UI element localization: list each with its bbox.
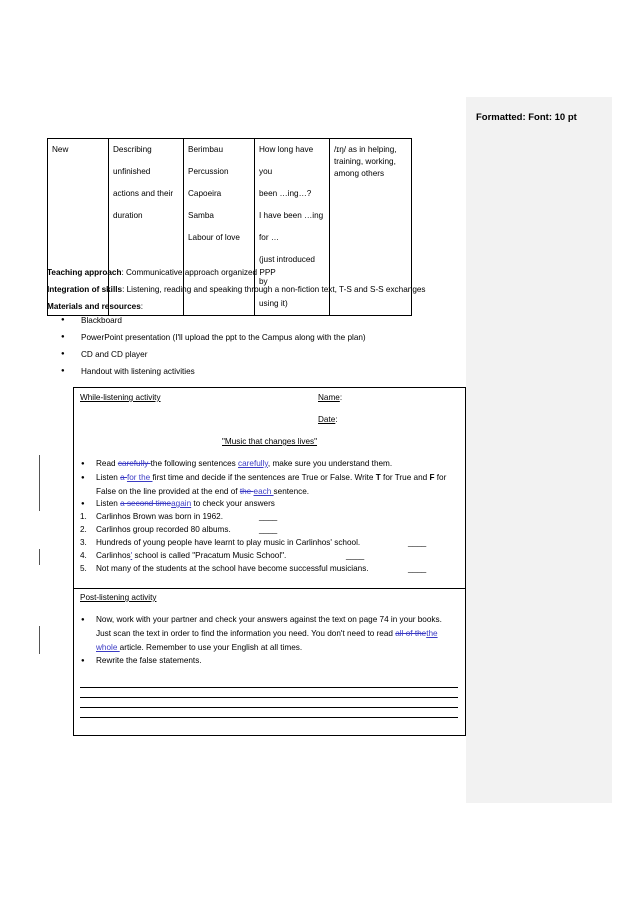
statement-text: Carlinhos Brown was born in 1962. <box>96 512 223 521</box>
activity-title: "Music that changes lives" <box>222 437 318 446</box>
bullet-icon: ● <box>81 461 85 467</box>
deleted-text: carefully <box>117 459 151 468</box>
instruction-rewrite: Rewrite the false statements. <box>96 656 202 665</box>
text: F <box>429 473 435 482</box>
text: Read <box>96 459 118 468</box>
cell-text: been …ing…? <box>259 189 312 198</box>
instruction-check: Now, work with your partner and check your answers against the text on page 74 in your books. <box>96 615 442 624</box>
teaching-approach <box>47 268 276 277</box>
inserted-text: the <box>426 629 438 638</box>
text: Just scan the text in order to find the information you need. You don't need to read <box>96 629 396 638</box>
item-number: 3. <box>80 538 87 547</box>
statement-text: Carlinhos group recorded 80 albums. <box>96 525 231 534</box>
text: school is called "Pracatum Music School". <box>132 551 287 560</box>
text: the following sentences <box>150 459 239 468</box>
change-bar <box>39 455 40 511</box>
inserted-text: again <box>171 499 192 508</box>
cell-text: using it) <box>259 299 288 308</box>
cell-text: I have been …ing <box>259 211 324 220</box>
text: Carlinhos <box>96 551 131 560</box>
cell-text: (just introduced by <box>259 255 315 286</box>
name-colon: : <box>339 393 343 402</box>
integration-label: Integration of skills <box>47 285 123 294</box>
inserted-text: ' <box>130 551 133 560</box>
cell-text: Describing <box>113 145 152 154</box>
deleted-text: a <box>120 473 127 482</box>
statement-text <box>96 551 286 560</box>
bullet-icon: ● <box>81 475 85 481</box>
instruction-listen-first-cont <box>96 487 309 496</box>
statement-text: Not many of the students at the school have become successful musicians. <box>96 564 369 573</box>
instruction-listen-again <box>96 499 275 508</box>
materials-label: Materials and resources <box>47 302 141 311</box>
cell-text: New <box>52 145 69 154</box>
list-item: ● Handout with listening activities <box>47 367 366 384</box>
item-number: 5. <box>80 564 87 573</box>
inserted-text: for the <box>126 473 153 482</box>
writing-line[interactable] <box>80 717 458 718</box>
name-field[interactable] <box>318 393 342 402</box>
date-label: Date <box>318 415 336 424</box>
text: sentence. <box>273 487 310 496</box>
resources-list <box>47 316 366 384</box>
name-label: Name <box>318 393 340 402</box>
text: False on the line provided at the end of <box>96 487 240 496</box>
deleted-text: a second time <box>120 499 172 508</box>
inserted-text: each <box>253 487 274 496</box>
cell-text: Berimbau <box>188 145 224 154</box>
answer-blank[interactable]: ____ <box>259 525 278 534</box>
post-listening-box <box>73 588 466 736</box>
instruction-scan <box>96 629 438 638</box>
materials-heading <box>47 302 143 311</box>
deleted-text: the <box>239 487 254 496</box>
item-number: 2. <box>80 525 87 534</box>
text: for <box>434 473 447 482</box>
comment-margin-pane <box>466 97 612 803</box>
bullet-icon: ● <box>81 501 85 507</box>
cell-text: actions and their <box>113 189 174 198</box>
text: , make sure you understand them. <box>267 459 393 468</box>
bullet-icon: ● <box>81 617 85 623</box>
list-item: ● CD and CD player <box>47 350 366 367</box>
cell-text: How long have you <box>259 145 314 176</box>
item-number: 4. <box>80 551 87 560</box>
teaching-text: : Communicative approach organized PPP <box>121 268 276 277</box>
while-listening-box <box>73 387 466 589</box>
teaching-label: Teaching approach <box>47 268 122 277</box>
answer-blank[interactable]: ____ <box>346 551 365 560</box>
list-item: ● Blackboard <box>47 316 366 333</box>
while-listening-heading: While-listening activity <box>80 393 161 402</box>
text: Listen <box>96 473 121 482</box>
change-bar <box>39 626 40 654</box>
text: to check your answers <box>191 499 275 508</box>
text: T <box>375 473 381 482</box>
list-item: ● PowerPoint presentation (I'll upload the ppt to the Campus along with the plan) <box>47 333 366 350</box>
cell-text: for … <box>259 233 280 242</box>
writing-line[interactable] <box>80 687 458 688</box>
answer-blank[interactable]: ____ <box>408 564 427 573</box>
bullet-icon: ● <box>81 658 85 664</box>
instruction-read <box>96 459 392 468</box>
text: first time and decide if the sentences are True or False. Write <box>152 473 376 482</box>
answer-blank[interactable]: ____ <box>408 538 427 547</box>
cell-text: Capoeira <box>188 189 222 198</box>
text: for True and <box>380 473 430 482</box>
integration-skills <box>47 285 426 294</box>
instruction-scan-cont <box>96 643 302 652</box>
statement-text: Hundreds of young people have learnt to play music in Carlinhos' school. <box>96 538 361 547</box>
writing-line[interactable] <box>80 707 458 708</box>
text: Listen <box>96 499 121 508</box>
cell-text: /ɪŋ/ as in helping, training, working, among others <box>334 145 397 178</box>
integration-text: : Listening, reading and speaking through a non-fiction text, T-S and S-S exchanges <box>122 285 426 294</box>
post-listening-heading: Post-listening activity <box>80 593 157 602</box>
cell-text: Samba <box>188 211 214 220</box>
cell-text: Labour of love <box>188 233 240 242</box>
formatting-comment[interactable]: Formatted: Font: 10 pt <box>476 112 577 123</box>
cell-text: unfinished <box>113 167 151 176</box>
instruction-listen-first <box>96 473 446 482</box>
change-bar <box>39 549 40 565</box>
date-colon: : <box>335 415 338 424</box>
text: article. Remember to use your English at all times. <box>119 643 303 652</box>
cell-text: Percussion <box>188 167 229 176</box>
inserted-text: whole <box>96 643 120 652</box>
date-field[interactable] <box>318 415 338 424</box>
inserted-text: carefully <box>238 459 268 468</box>
cell-text: duration <box>113 211 143 220</box>
writing-line[interactable] <box>80 697 458 698</box>
materials-colon: : <box>140 302 144 311</box>
item-number: 1. <box>80 512 87 521</box>
deleted-text: all of the <box>395 629 427 638</box>
answer-blank[interactable]: ____ <box>259 512 278 521</box>
